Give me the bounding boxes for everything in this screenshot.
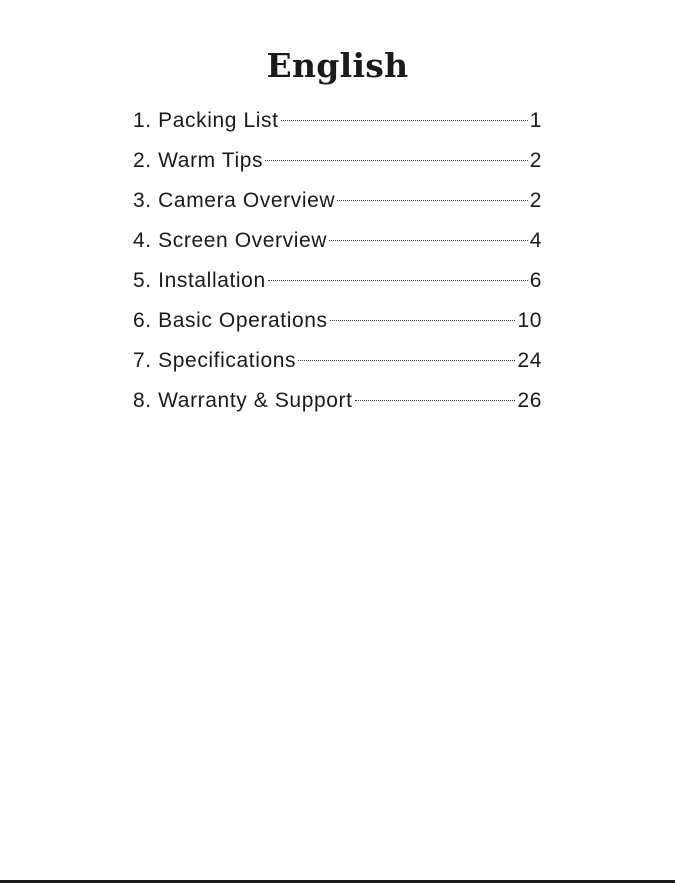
toc-entry-page-number: 2 xyxy=(529,189,542,212)
toc-entry[interactable] xyxy=(133,341,542,381)
toc-entry-page-number: 6 xyxy=(529,269,542,292)
toc-entry-page-number: 26 xyxy=(517,389,542,412)
page-title: English xyxy=(266,46,409,85)
toc-entry-label: 6. Basic Operations xyxy=(133,309,328,332)
dot-leader xyxy=(265,160,528,161)
toc-entry-page-number: 1 xyxy=(529,109,542,132)
toc-entry[interactable] xyxy=(133,181,542,221)
toc-entry-page-number: 24 xyxy=(517,349,542,372)
toc-entry-page-number: 2 xyxy=(529,149,542,172)
toc-entry-label: 3. Camera Overview xyxy=(133,189,336,212)
toc-entry[interactable] xyxy=(133,221,542,261)
toc-entry[interactable] xyxy=(133,101,542,141)
dot-leader xyxy=(337,200,528,201)
dot-leader xyxy=(298,360,515,361)
dot-leader xyxy=(281,120,528,121)
toc-entry-label: 4. Screen Overview xyxy=(133,229,328,252)
toc-entry-label: 8. Warranty & Support xyxy=(133,389,353,412)
table-of-contents xyxy=(133,101,542,421)
toc-entry[interactable] xyxy=(133,141,542,181)
toc-entry-label: 2. Warm Tips xyxy=(133,149,264,172)
dot-leader xyxy=(330,320,516,321)
toc-entry[interactable] xyxy=(133,381,542,421)
toc-entry[interactable] xyxy=(133,261,542,301)
dot-leader xyxy=(268,280,528,281)
toc-entry-label: 1. Packing List xyxy=(133,109,279,132)
toc-entry-label: 7. Specifications xyxy=(133,349,297,372)
toc-entry-page-number: 4 xyxy=(529,229,542,252)
dot-leader xyxy=(355,400,516,401)
dot-leader xyxy=(329,240,528,241)
toc-entry-label: 5. Installation xyxy=(133,269,266,292)
toc-entry[interactable] xyxy=(133,301,542,341)
toc-entry-page-number: 10 xyxy=(517,309,542,332)
